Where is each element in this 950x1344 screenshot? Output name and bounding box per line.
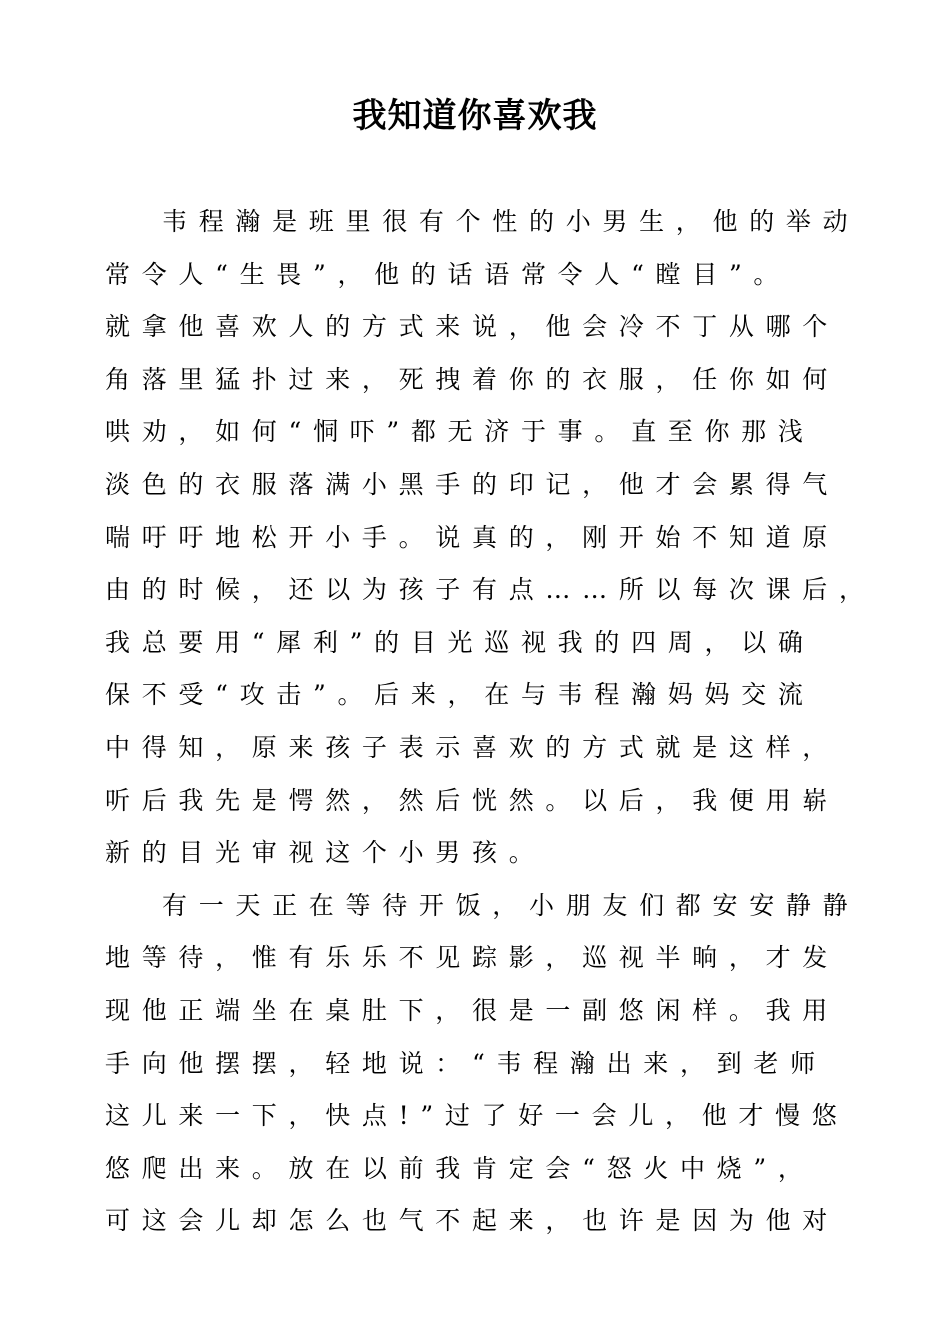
text-line: 地等待，惟有乐乐不见踪影，巡视半晌，才发	[105, 943, 840, 973]
text-line: 手向他摆摆，轻地说：“韦程瀚出来，到老师	[105, 1048, 827, 1078]
text-line: 哄劝，如何“恫吓”都无济于事。直至你那浅	[105, 417, 815, 447]
text-line: 由的时候，还以为孩子有点……所以每次课后，	[105, 575, 876, 605]
text-line: 韦程瀚是班里很有个性的小男生，他的举动	[162, 207, 860, 236]
text-line: 常令人“生畏”，他的话语常令人“瞠目”。	[105, 259, 791, 289]
text-line: 悠爬出来。放在以前我肯定会“怒火中烧”，	[105, 1153, 815, 1183]
paragraph-1	[105, 196, 876, 880]
text-line: 我总要用“犀利”的目光巡视我的四周，以确	[105, 627, 815, 657]
text-line: 有一天正在等待开饭，小朋友们都安安静静	[162, 890, 860, 920]
text-line: 听后我先是愕然，然后恍然。以后，我便用崭	[105, 785, 840, 815]
paragraph-2	[105, 880, 865, 1248]
document-body	[105, 196, 876, 1248]
text-line: 这儿来一下，快点!”过了好一会儿，他才慢悠	[105, 1101, 849, 1131]
text-line: 可这会儿却怎么也气不起来，也许是因为他对	[105, 1206, 840, 1236]
text-line: 现他正端坐在桌肚下，很是一副悠闲样。我用	[105, 995, 840, 1025]
text-line: 角落里猛扑过来，死拽着你的衣服，任你如何	[105, 364, 840, 394]
text-line: 保不受“攻击”。后来，在与韦程瀚妈妈交流	[105, 680, 815, 710]
text-line: 淡色的衣服落满小黑手的印记，他才会累得气	[105, 469, 840, 499]
text-line: 就拿他喜欢人的方式来说，他会冷不丁从哪个	[105, 312, 840, 342]
text-line: 新的目光审视这个小男孩。	[105, 838, 546, 868]
text-line: 喘吁吁地松开小手。说真的，刚开始不知道原	[105, 522, 840, 552]
document-title: 我知道你喜欢我	[352, 96, 598, 136]
text-line: 中得知，原来孩子表示喜欢的方式就是这样，	[105, 732, 840, 762]
